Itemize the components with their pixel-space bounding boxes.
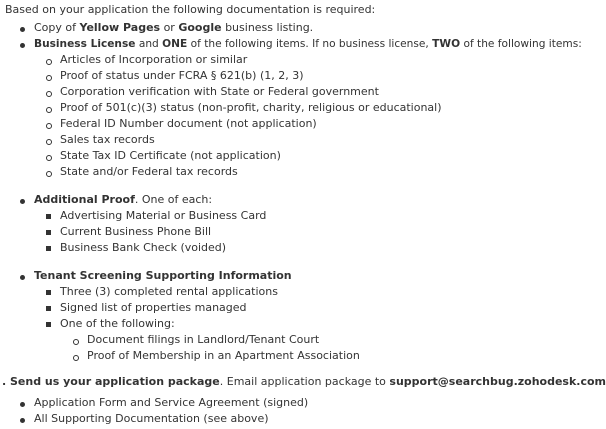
license-item: Sales tax records	[60, 133, 155, 146]
license-item: State and/or Federal tax records	[60, 165, 238, 178]
bullet-circle	[46, 171, 52, 177]
package-item: All Supporting Documentation (see above)	[34, 412, 269, 425]
bullet-square	[46, 290, 51, 295]
license-item: State Tax ID Certificate (not application)	[60, 149, 281, 162]
license-item: Articles of Incorporation or similar	[60, 53, 248, 66]
tenant-screening-heading: Tenant Screening Supporting Information	[34, 269, 292, 282]
package-item: Application Form and Service Agreement (signed)	[34, 396, 309, 409]
bullet-disc	[20, 402, 25, 407]
bullet-circle	[73, 355, 79, 361]
bullet-circle	[46, 59, 52, 65]
bullet-circle	[46, 139, 52, 145]
license-item: Corporation verification with State or Federal government	[60, 85, 379, 98]
send-package-text: . Send us your application package. Email application package to support@searchbug.zohodesk.com	[2, 375, 606, 388]
requirement-business-license: Business License and ONE of the following items. If no business license, TWO of the following items:	[34, 38, 582, 50]
license-item: Proof of 501(c)(3) status (non-profit, charity, religious or educational)	[60, 101, 442, 114]
license-item: Proof of status under FCRA § 621(b) (1, 2, 3)	[60, 69, 304, 82]
bullet-disc	[20, 199, 25, 204]
bullet-circle	[46, 155, 52, 161]
bullet-square	[46, 306, 51, 311]
support-email[interactable]: support@searchbug.zohodesk.com	[389, 375, 606, 388]
proof-item: Business Bank Check (voided)	[60, 241, 227, 254]
tenant-item: Three (3) completed rental applications	[60, 285, 278, 298]
additional-proof-heading: Additional Proof. One of each:	[34, 193, 213, 206]
bullet-circle	[46, 91, 52, 97]
bullet-square	[46, 322, 51, 327]
bullet-circle	[46, 107, 52, 113]
bullet-square	[46, 214, 51, 219]
bullet-square	[46, 230, 51, 235]
proof-item: Current Business Phone Bill	[60, 225, 212, 238]
tenant-sub-item: Document filings in Landlord/Tenant Court	[87, 333, 320, 346]
bullet-disc	[20, 418, 25, 423]
proof-item: Advertising Material or Business Card	[60, 209, 267, 222]
bullet-circle	[46, 75, 52, 81]
bullet-disc	[20, 43, 25, 48]
requirement-listing: Copy of Yellow Pages or Google business listing.	[34, 21, 314, 34]
tenant-sub-item: Proof of Membership in an Apartment Association	[87, 349, 360, 362]
tenant-item: Signed list of properties managed	[60, 301, 247, 314]
tenant-item: One of the following:	[60, 317, 175, 330]
bullet-disc	[20, 275, 25, 280]
bullet-circle	[73, 339, 79, 345]
bullet-disc	[20, 27, 25, 32]
license-item: Federal ID Number document (not application)	[60, 117, 317, 130]
bullet-square	[46, 246, 51, 251]
bullet-circle	[46, 123, 52, 129]
intro-text: Based on your application the following documentation is required:	[5, 3, 376, 16]
